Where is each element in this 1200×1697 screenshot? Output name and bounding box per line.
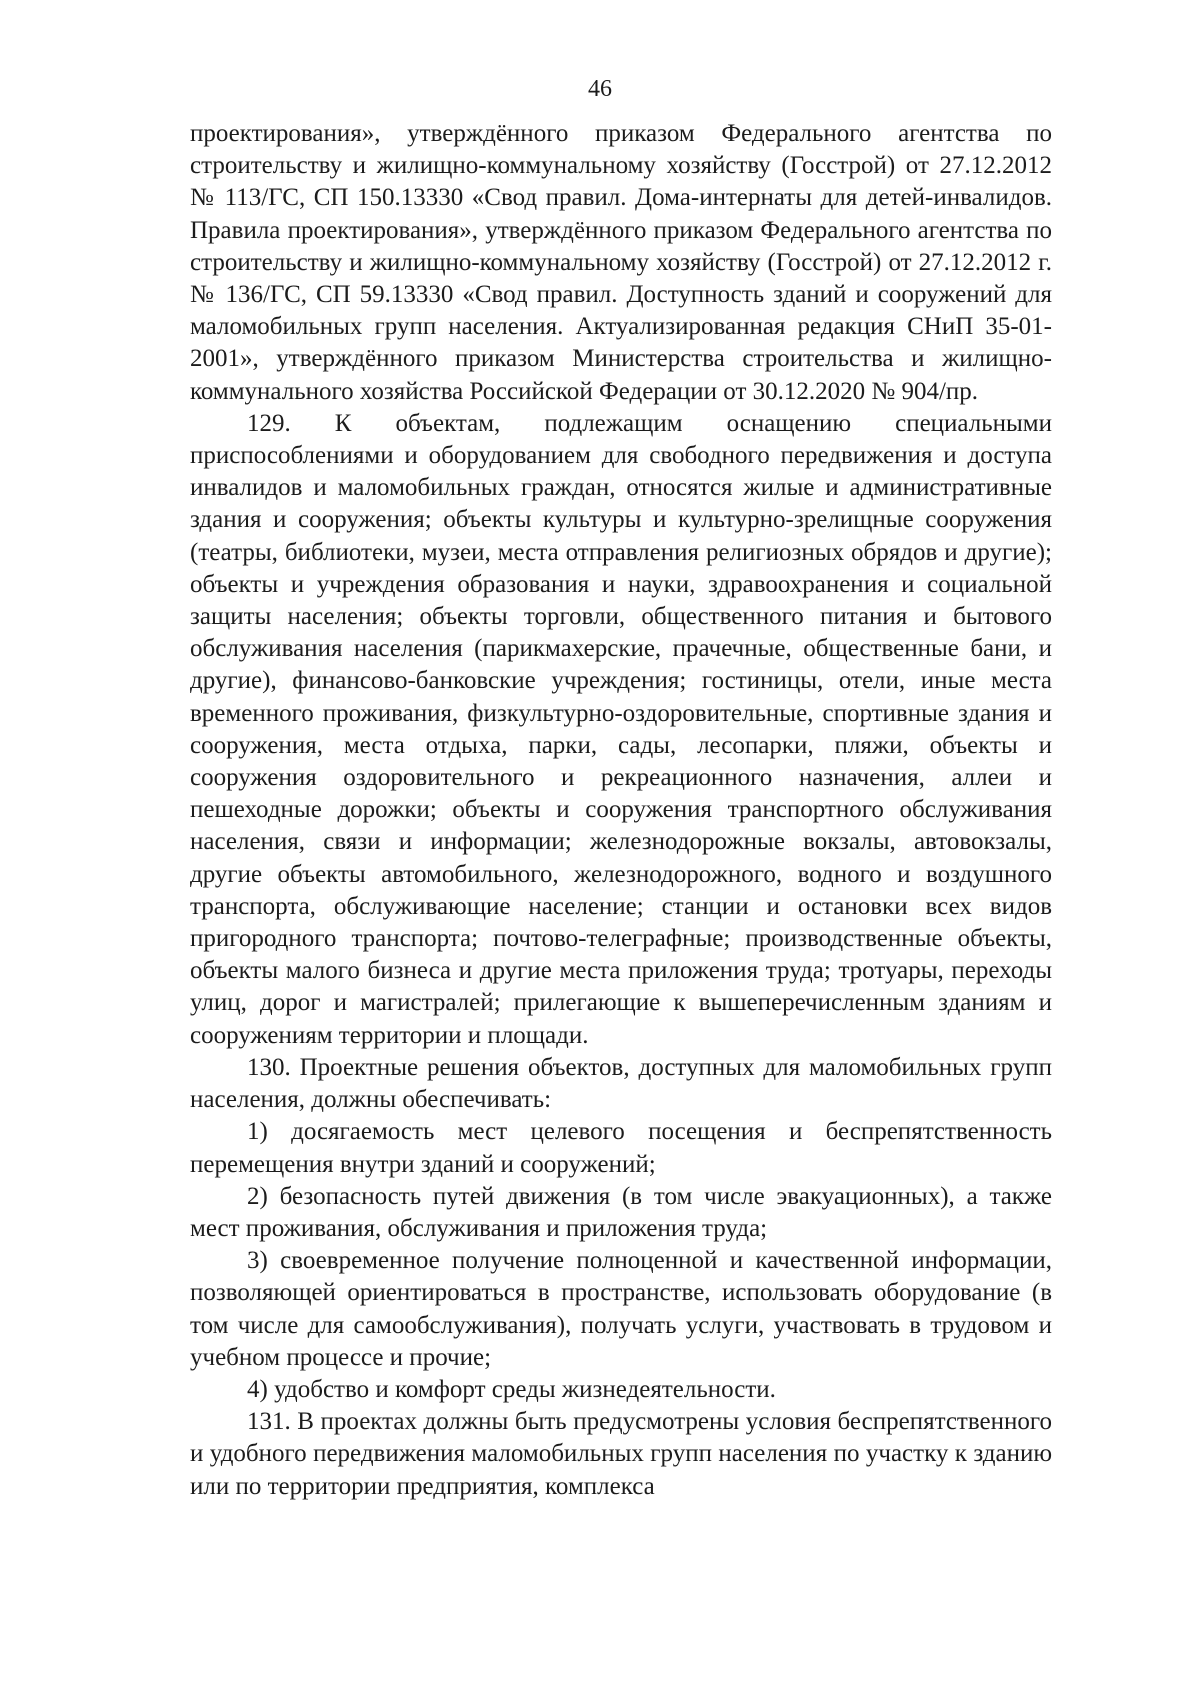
paragraph-131: 131. В проектах должны быть предусмотрены условия беспрепятственного и удобного передвижения маломобильных групп населения по участку к зданию или по территории предприятия, комплекса [190,1408,1052,1500]
list-item-130-1: 1) досягаемость мест целевого посещения и беспрепятственность перемещения внутри зданий и сооружений; [190,1118,1052,1178]
paragraph-129: 129. К объектам, подлежащим оснащению специальными приспособлениями и оборудованием для свободного передвижения и доступа инвалидов и маломобильных граждан, относятся жилые и административные здания и сооружения; объекты культуры и культурно-зрелищные сооружения (театры, библиотеки, музеи, места отправления религиозных обрядов и другие); объекты и учреждения образования и науки, здравоохранения и социальной защиты населения; объекты торговли, общественного питания и бытового обслуживания населения (парикмахерские, прачечные, общественные бани, и другие), финансово-банковские учреждения; гостиницы, отели, иные места временного проживания, физкультурно-оздоровительные, спортивные здания и сооружения, места отдыха, парки, сады, лесопарки, пляжи, объекты и сооружения оздоровительного и рекреационного назначения, аллеи и пешеходные дорожки; объекты и сооружения транспортного обслуживания населения, связи и информации; железнодорожные вокзалы, автовокзалы, другие объекты автомобильного, железнодорожного, водного и воздушного транспорта, обслуживающие население; станции и остановки всех видов пригородного транспорта; почтово-телеграфные; производственные объекты, объекты малого бизнеса и другие места приложения труда; тротуары, переходы улиц, дорог и магистралей; прилегающие к вышеперечисленным зданиям и сооружениям территории и площади. [190,409,1052,1049]
list-item-130-2: 2) безопасность путей движения (в том числе эвакуационных), а также мест проживания, обслуживания и приложения труда; [190,1182,1052,1242]
page-number: 46 [588,76,612,102]
paragraph-continued: проектирования», утверждённого приказом Федерального агентства по строительству и жилищно-коммунальному хозяйству (Госстрой) от 27.12.2012 № 113/ГС, СП 150.13330 «Свод правил. Дома-интернаты для детей-инвалидов. Правила проектирования», утверждённого приказом Федерального агентства по строительству и жилищно-коммунальному хозяйству (Госстрой) от 27.12.2012 г. № 136/ГС, СП 59.13330 «Свод правил. Доступность зданий и сооружений для маломобильных групп населения. Актуализированная редакция СНиП 35-01-2001», утверждённого приказом Министерства строительства и жилищно-коммунального хозяйства Российской Федерации от 30.12.2020 № 904/пр. [190,120,1052,405]
list-item-130-3: 3) своевременное получение полноценной и качественной информации, позволяющей ориентироваться в пространстве, использовать оборудование (в том числе для самообслуживания), получать услуги, участвовать в трудовом и учебном процессе и прочие; [190,1247,1052,1371]
paragraph-130: 130. Проектные решения объектов, доступных для маломобильных групп населения, должны обеспечивать: [190,1053,1052,1114]
list-item-130-4: 4) удобство и комфорт среды жизнедеятельности. [247,1375,776,1403]
document-body [190,118,1052,1503]
